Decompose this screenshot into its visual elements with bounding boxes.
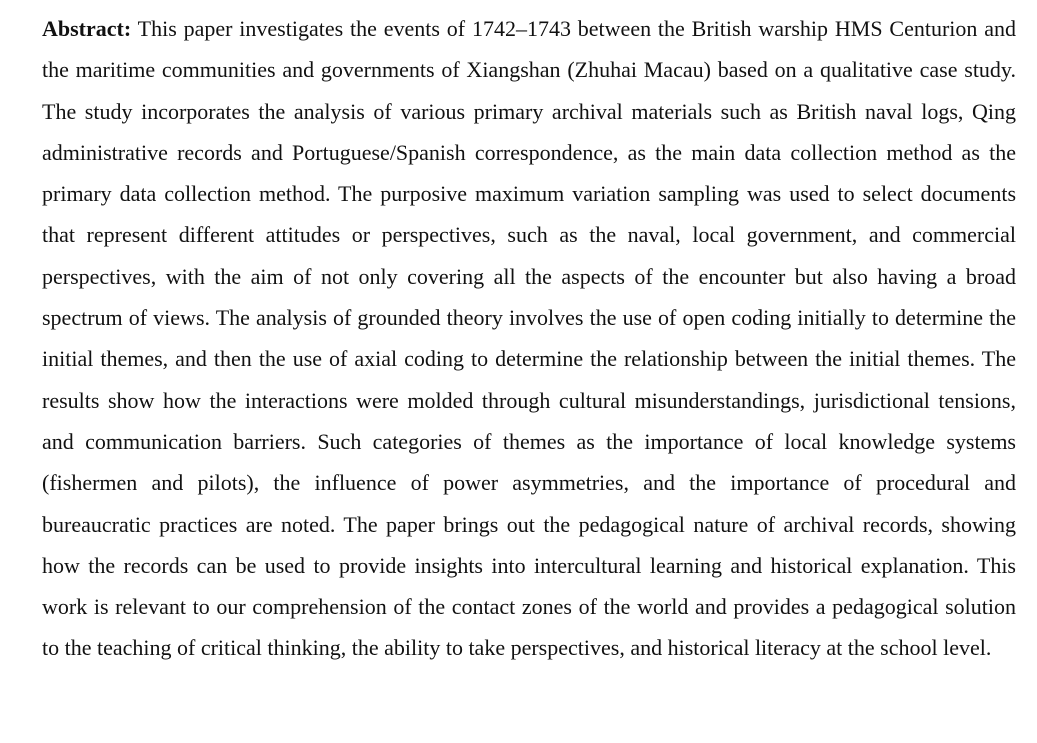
- abstract-paragraph: [42, 8, 1016, 669]
- abstract-label: Abstract:: [42, 16, 132, 41]
- abstract-text: This paper investigates the events of 1742–1743 between the British warship HMS Centurion and the maritime communities and governments of Xiangshan (Zhuhai Macau) based on a qualitative case study. The study incorporates the analysis of various primary archival materials such as British naval logs, Qing administrative records and Portuguese/Spanish correspondence, as the main data collection method as the primary data collection method. The purposive maximum variation sampling was used to select documents that represent different attitudes or perspectives, such as the naval, local government, and commercial perspectives, with the aim of not only covering all the aspects of the encounter but also having a broad spectrum of views. The analysis of grounded theory involves the use of open coding initially to determine the initial themes, and then the use of axial coding to determine the relationship between the initial themes. The results show how the interactions were molded through cultural misunderstandings, jurisdictional tensions, and communication barriers. Such categories of themes as the importance of local knowledge systems (fishermen and pilots), the influence of power asymmetries, and the importance of procedural and bureaucratic practices are noted. The paper brings out the pedagogical nature of archival records, showing how the records can be used to provide insights into intercultural learning and historical explanation. This work is relevant to our comprehension of the contact zones of the world and provides a pedagogical solution to the teaching of critical thinking, the ability to take perspectives, and historical literacy at the school level.: [42, 16, 1016, 661]
